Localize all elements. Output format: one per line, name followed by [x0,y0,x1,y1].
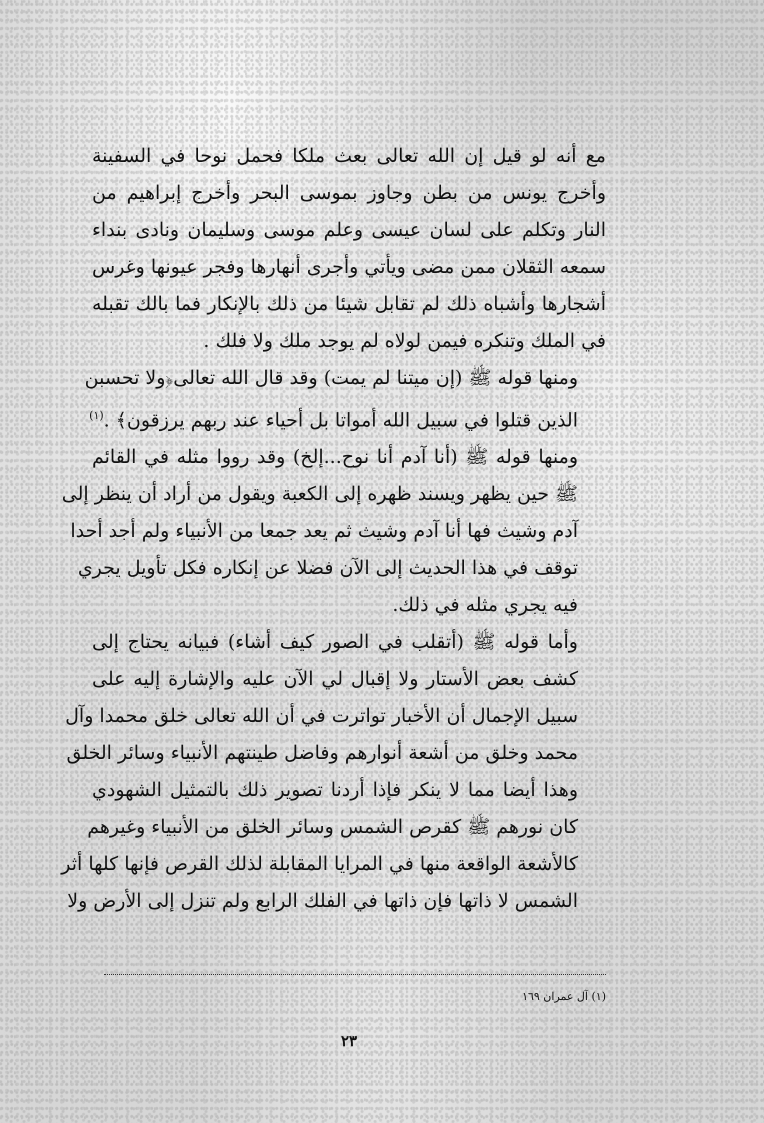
page-number: ٢٣ [340,1032,358,1050]
paragraph-1 [92,138,606,360]
footnote: (١) آل عمران ١٦٩ [522,990,606,1003]
text-line: وأما قوله ﷺ (أتقلب في الصور كيف أشاء) فبيانه يحتاج إلى [92,631,578,654]
text-line: كان نورهم ﷺ كقرص الشمس وسائر الخلق من الأنبياء وغيرهم [87,816,578,839]
footnote-reference: (١) [89,409,104,422]
body-text [61,138,606,920]
text-line: النار وتكلم على لسان عيسى وعلم موسى وسليمان ونادى بنداء [92,219,606,241]
text-line: سبيل الإجمال أن الأخبار تواترت في أن الله تعالى خلق محمدا وآل [65,705,578,728]
text-line: مع أنه لو قيل إن الله تعالى بعث ملكا فحمل نوحا في السفينة [92,145,606,167]
text-line: ﷺ حين يظهر ويسند ظهره إلى الكعبة ويقول من أراد أن ينظر إلى [61,483,578,506]
text-line: ومنها قوله ﷺ (أنا آدم أنا نوح...إلخ) وقد رووا مثله في القائم [92,446,578,469]
text-line: وهذا أيضا مما لا ينكر فإذا أردنا تصوير ذلك بالتمثيل الشهودي [92,779,578,802]
text-line: محمد وخلق من أشعة أنوارهم وفاضل طينتهم الأنبياء وسائر الخلق [66,742,578,765]
text-line: سمعه الثقلان ممن مضى ويأتي وأجرى أنهارها وفجر عيونها وغرس [92,256,606,278]
text-line: كشف بعض الأستار ولا إقبال لي الآن عليه والإشارة إليه على [92,668,578,691]
text-line: فيه يجري مثله في ذلك. [392,594,578,617]
paragraph-3 [61,439,606,624]
text-line: توقف في هذا الحديث إلى الآن فضلا عن إنكاره فكل تأويل يجري [77,557,578,580]
text-line-with-footnote [89,397,606,439]
text-line: آدم وشيث فها أنا آدم وشيث ثم يعد جمعا من الأنبياء ولم أجد أحدا [70,520,578,543]
text-line: أشجارها وأشباه ذلك لم تقابل شيئا من ذلك بالإنكار فما بالك تقبله [92,293,606,315]
paragraph-2 [84,360,606,439]
text-line: ومنها قوله ﷺ (إن ميتنا لم يمت) وقد قال الله تعالى﴿ولا تحسبن [84,367,578,389]
footnote-divider [104,974,606,975]
text-line: في الملك وتنكره فيمن لولاه لم يوجد ملك ولا فلك . [203,330,606,352]
text-line: الشمس لا ذاتها فإن ذاتها في الفلك الرابع ولم تنزل إلى الأرض ولا [67,890,578,913]
text-line: كالأشعة الواقعة منها في المرايا المقابلة لذلك القرص فإنها كلها أثر [61,853,578,876]
text-line: الذين قتلوا في سبيل الله أمواتا بل أحياء عند ربهم يرزقون﴾ . [103,409,578,432]
paragraph-4 [61,624,606,920]
text-line: وأخرج يونس من بطن وجاوز بموسى البحر وأخرج إبراهيم من [92,182,606,204]
